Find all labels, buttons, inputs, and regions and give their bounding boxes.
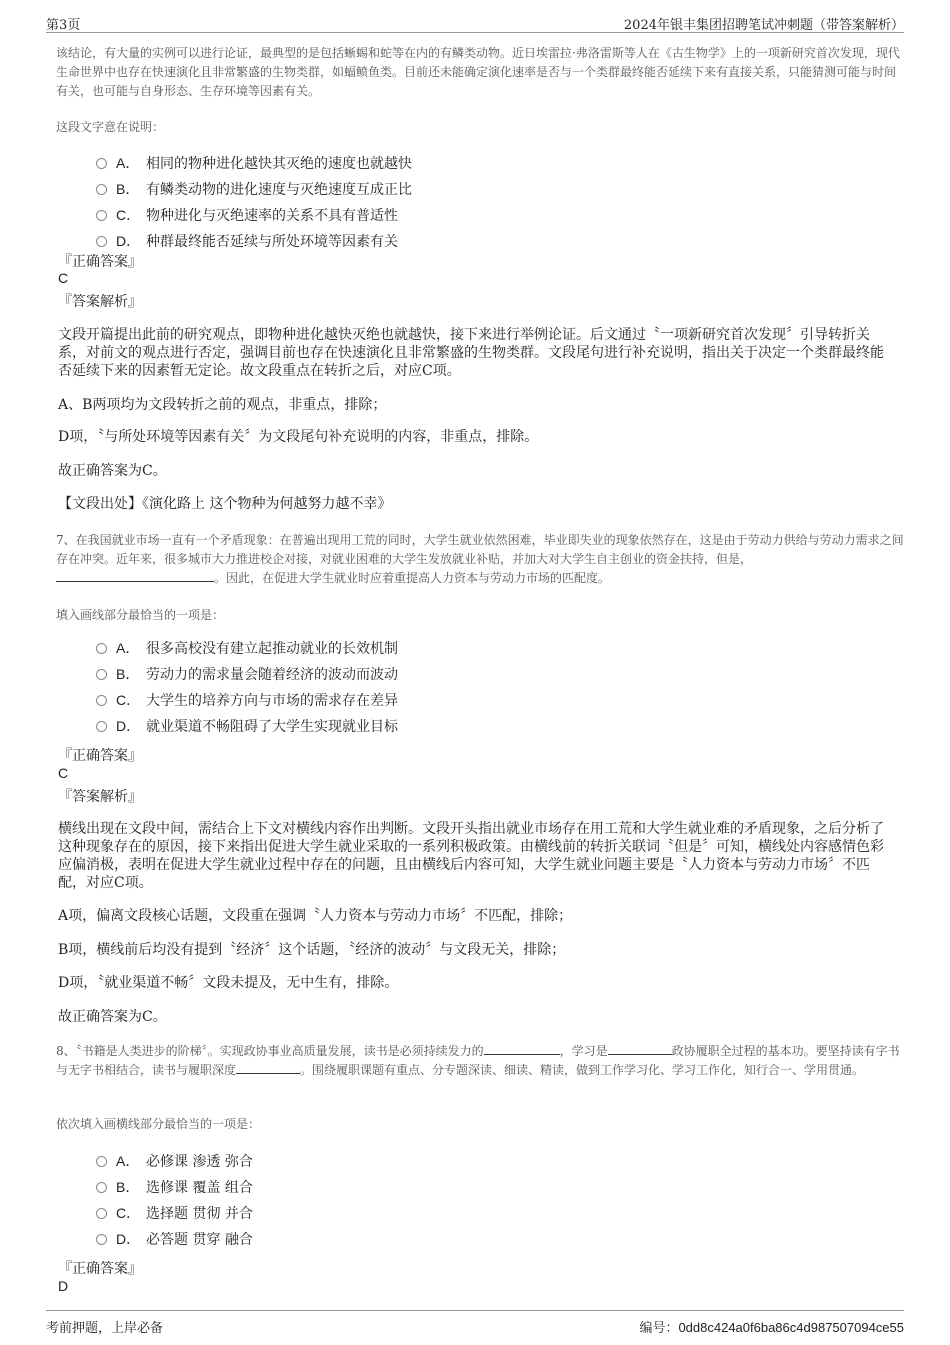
q6-analysis-para: 故正确答案为C。 — [58, 463, 167, 479]
q7-option-a[interactable]: A． 很多高校没有建立起推动就业的长效机制 — [96, 635, 398, 661]
q8-option-a[interactable]: A． 必修课 渗透 弥合 — [96, 1148, 253, 1174]
q6-option-d[interactable]: D． 种群最终能否延续与所处环境等因素有关 — [96, 228, 412, 254]
q8-option-c[interactable]: C． 选择题 贯彻 并合 — [96, 1200, 253, 1226]
q7-analysis-para: A项，偏离文段核心话题，文段重在强调〝人力资本与劳动力市场〞不匹配，排除； — [58, 908, 573, 924]
q8-options — [96, 1148, 253, 1252]
q6-option-a[interactable]: A． 相同的物种进化越快其灭绝的速度也就越快 — [96, 150, 412, 176]
q8-prompt: 依次填入画横线部分最恰当的一项是： — [56, 1117, 261, 1131]
document-id: 编号：0dd8c424a0f6ba86c4d987507094ce55 — [639, 1320, 904, 1335]
q7-option-d[interactable]: D． 就业渠道不畅阻碍了大学生实现就业目标 — [96, 713, 398, 739]
q6-analysis-label: 『答案解析』 — [58, 294, 142, 310]
radio-icon[interactable] — [96, 158, 107, 169]
q8-blank-1 — [484, 1042, 560, 1055]
radio-icon[interactable] — [96, 184, 107, 195]
radio-icon[interactable] — [96, 669, 107, 680]
footer-slogan: 考前押题，上岸必备 — [46, 1321, 164, 1336]
q7-options — [96, 635, 398, 739]
page-header — [46, 10, 904, 33]
q8-option-b[interactable]: B． 选修课 覆盖 组合 — [96, 1174, 253, 1200]
radio-icon[interactable] — [96, 643, 107, 654]
q7-answer: C — [58, 765, 69, 781]
q7-passage: 7、在我国就业市场一直有一个矛盾现象：在普遍出现用工荒的同时，大学生就业依然困难，毕业即失业的现象依然存在，这是由于劳动力供给与劳动力需求之间存在冲突。近年来，很多城市大力推进校企对接，对就业困难的大学生发放就业补贴，并加大对大学生自主创业的资金扶持，但是，。因此，在促进大学生就业时应着重提高人力资本与劳动力市场的匹配度。 — [56, 533, 904, 585]
q6-passage: 该结论，有大量的实例可以进行论证，最典型的是包括蜥蜴和蛇等在内的有鳞类动物。近日埃雷拉·弗洛雷斯等人在《古生物学》上的一项新研究首次发现，现代生命世界中也存在快速演化且非常繁盛的生物类群，如蝠鲼鱼类。目前还未能确定演化速率是否与一个类群最终能否延续下来有直接关系，只能猜测可能与时间有关，也可能与自身形态、生存环境等因素有关。 — [56, 46, 900, 98]
radio-icon[interactable] — [96, 1156, 107, 1167]
radio-icon[interactable] — [96, 695, 107, 706]
q7-option-c[interactable]: C． 大学生的培养方向与市场的需求存在差异 — [96, 687, 398, 713]
q8-option-d[interactable]: D． 必答题 贯穿 融合 — [96, 1226, 253, 1252]
q7-analysis-para: 故正确答案为C。 — [58, 1009, 167, 1025]
radio-icon[interactable] — [96, 721, 107, 732]
q6-analysis-para: 文段开篇提出此前的研究观点，即物种进化越快灭绝也就越快，接下来进行举例论证。后文通过〝一项新研究首次发现〞引导转折关系，对前文的观点进行否定，强调目前也存在快速演化且非常繁盛的生物类群。文段尾句进行补充说明，指出关于决定一个类群最终能否延续下来的因素暂无定论。故文段重点在转折之后，对应C项。 — [58, 327, 884, 379]
q6-option-b[interactable]: B． 有鳞类动物的进化速度与灭绝速度互成正比 — [96, 176, 412, 202]
q6-source: 【文段出处】《演化路上 这个物种为何越努力越不幸》 — [58, 496, 392, 512]
q6-prompt: 这段文字意在说明： — [56, 120, 165, 134]
radio-icon[interactable] — [96, 1234, 107, 1245]
q7-prompt: 填入画线部分最恰当的一项是： — [56, 608, 225, 622]
q7-analysis-para: D项，〝就业渠道不畅〞文段未提及，无中生有，排除。 — [58, 975, 399, 991]
q8-passage: 8、〝书籍是人类进步的阶梯〞。实现政协事业高质量发展，读书是必须持续发力的 ，学习是 政协履职全过程的基本功。要坚持读有字书与无字书相结合，读书与履职深度 。围绕履职课题有重点、分专题深读、细读、精读，做到工作学习化、学习工作化，知行合一、学用贯通。 — [56, 1044, 900, 1077]
q8-answer: D — [58, 1278, 69, 1294]
q6-analysis-para: D项，〝与所处环境等因素有关〞为文段尾句补充说明的内容，非重点，排除。 — [58, 429, 539, 445]
q7-blank — [56, 569, 214, 582]
q6-options — [96, 150, 412, 254]
q6-analysis-para: A、B两项均为文段转折之前的观点，非重点，排除； — [58, 397, 387, 413]
q7-analysis-para: 横线出现在文段中间，需结合上下文对横线内容作出判断。文段开头指出就业市场存在用工荒和大学生就业难的矛盾现象，之后分析了这种现象存在的原因，接下来指出促进大学生就业采取的一系列积极政策。由横线前的转折关联词〝但是〞可知，横线处内容感情色彩应偏消极，表明在促进大学生就业过程中存在的问题，且由横线后内容可知，大学生就业问题主要是〝人力资本与劳动力市场〞不匹配，对应C项。 — [58, 821, 884, 891]
q8-blank-2 — [608, 1042, 672, 1055]
page-number: 第3页 — [46, 18, 81, 33]
radio-icon[interactable] — [96, 1208, 107, 1219]
document-title: 2024年银丰集团招聘笔试冲刺题（带答案解析） — [623, 18, 904, 33]
q6-answer: C — [58, 270, 69, 286]
radio-icon[interactable] — [96, 210, 107, 221]
page-footer — [46, 1310, 904, 1341]
q7-analysis-para: B项，横线前后均没有提到〝经济〞这个话题，〝经济的波动〞与文段无关，排除； — [58, 942, 566, 958]
q8-blank-3 — [236, 1061, 300, 1074]
q6-option-c[interactable]: C． 物种进化与灭绝速率的关系不具有普适性 — [96, 202, 412, 228]
q7-option-b[interactable]: B． 劳动力的需求量会随着经济的波动而波动 — [96, 661, 398, 687]
q7-analysis-label: 『答案解析』 — [58, 789, 142, 805]
q6-answer-label: 『正确答案』 — [58, 254, 142, 270]
q8-answer-label: 『正确答案』 — [58, 1261, 142, 1277]
q7-answer-label: 『正确答案』 — [58, 748, 142, 764]
radio-icon[interactable] — [96, 1182, 107, 1193]
radio-icon[interactable] — [96, 236, 107, 247]
